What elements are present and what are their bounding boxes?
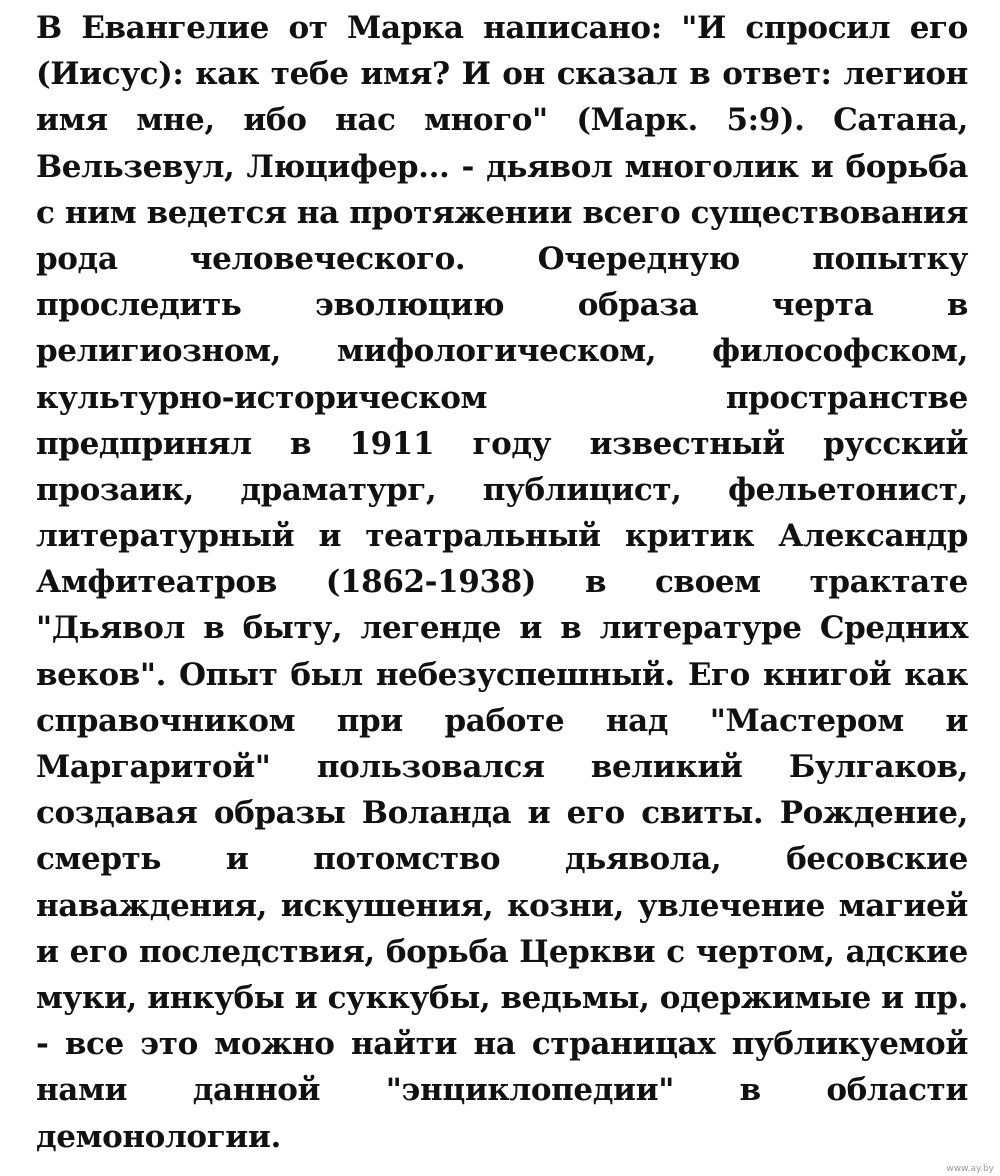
text-line: и его последствия, борьба Церкви с чертом, адские bbox=[36, 933, 968, 970]
text-line: (Иисус): как тебе имя? И он сказал в ответ: легион bbox=[36, 56, 968, 93]
text-line: веков". Опыт был небезуспешный. Его книгой как bbox=[36, 656, 968, 693]
text-line: смерть и потомство дьявола, бесовские bbox=[36, 841, 968, 878]
text-line: В Евангелие от Марка написано: "И спросил его bbox=[36, 10, 968, 46]
text-line: муки, инкубы и суккубы, ведьмы, одержимые и пр. bbox=[36, 979, 968, 1016]
text-body bbox=[36, 10, 968, 1165]
text-line: наваждения, искушения, козни, увлечение магией bbox=[36, 887, 968, 924]
watermark: www.ay.by bbox=[946, 1164, 994, 1174]
text-line: создавая образы Воланда и его свиты. Рождение, bbox=[36, 795, 968, 832]
text-line: Маргаритой" пользовался великий Булгаков, bbox=[36, 749, 968, 785]
text-line: рода человеческого. Очередную попытку bbox=[36, 240, 968, 277]
text-line: справочником при работе над "Мастером и bbox=[36, 702, 968, 739]
text-line: Вельзевул, Люцифер... - дьявол многолик и борьба bbox=[36, 148, 968, 185]
text-line: религиозном, мифологическом, философском, bbox=[36, 333, 968, 370]
text-line: культурно-историческом пространстве bbox=[36, 379, 968, 416]
text-line: Амфитеатров (1862-1938) в своем трактате bbox=[36, 564, 968, 601]
text-line: предпринял в 1911 году известный русский bbox=[36, 425, 968, 462]
text-line: с ним ведется на протяжении всего существования bbox=[36, 194, 968, 231]
text-line: - все это можно найти на страницах публикуемой bbox=[36, 1026, 968, 1063]
text-line: имя мне, ибо нас много" (Марк. 5:9). Сатана, bbox=[36, 102, 968, 139]
text-line: нами данной "энциклопедии" в области bbox=[36, 1072, 968, 1109]
text-line: демонологии. bbox=[36, 1118, 281, 1155]
text-line: прозаик, драматург, публицист, фельетонист, bbox=[36, 471, 968, 508]
text-line: литературный и театральный критик Александр bbox=[36, 518, 968, 555]
text-line: "Дьявол в быту, легенде и в литературе Средних bbox=[36, 610, 968, 647]
text-line: проследить эволюцию образа черта в bbox=[36, 287, 968, 324]
